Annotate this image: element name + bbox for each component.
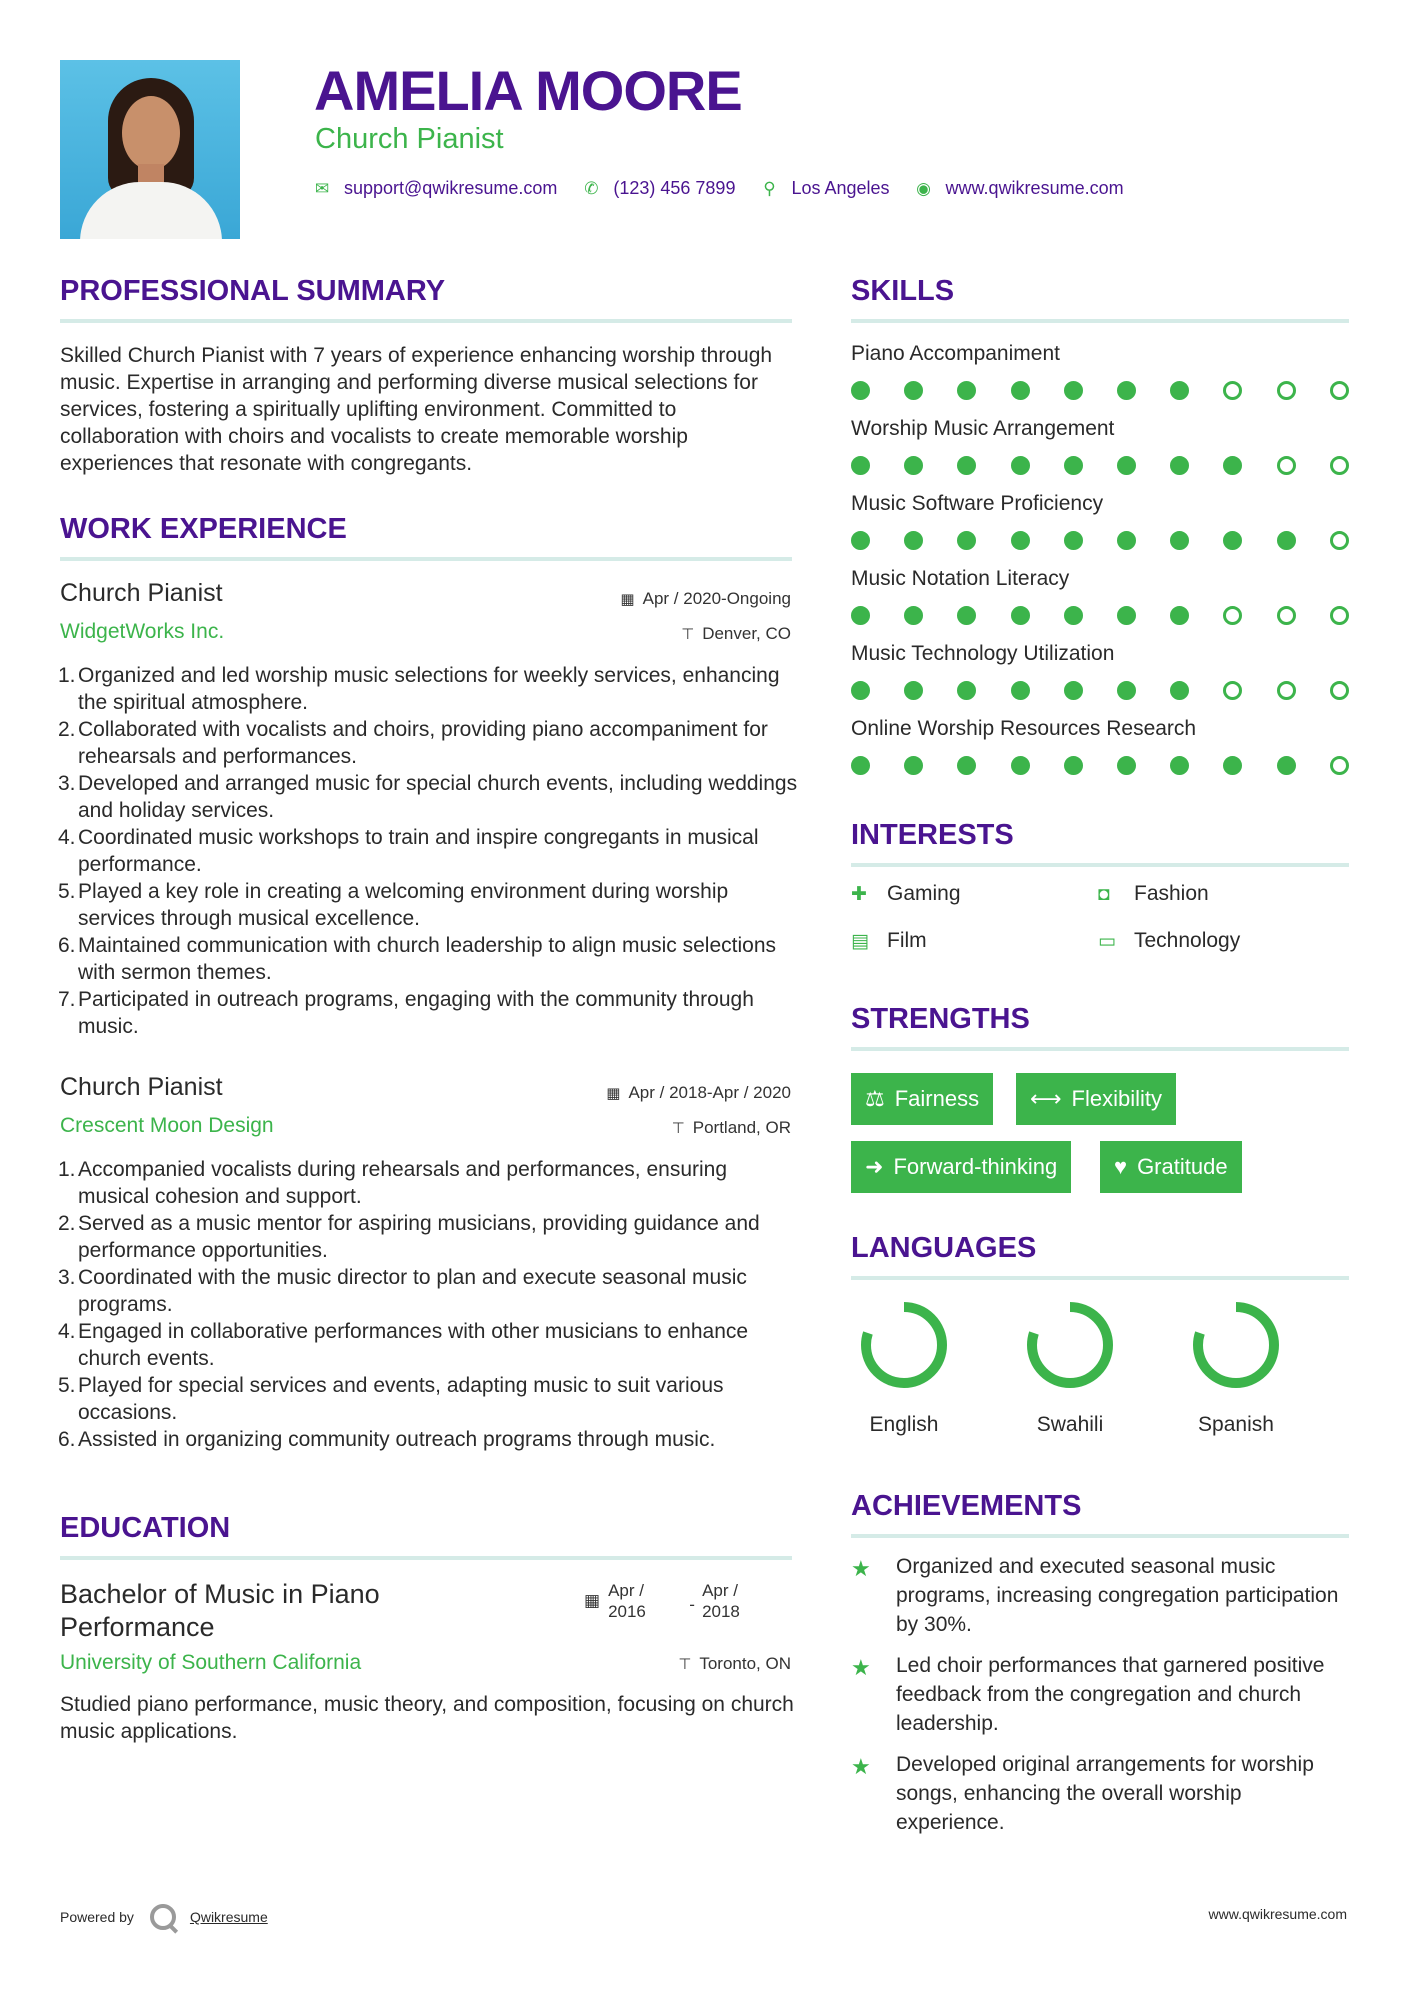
film-icon: ▤ bbox=[851, 931, 869, 952]
strengths-heading: STRENGTHS bbox=[851, 1003, 1030, 1035]
summary-heading: PROFESSIONAL SUMMARY bbox=[60, 275, 446, 307]
achievements-divider bbox=[851, 1534, 1349, 1538]
rating-dot-filled bbox=[1011, 456, 1030, 475]
list-item: 7. Participated in outreach programs, engaging with the community through music. bbox=[58, 988, 754, 1038]
skill-rating bbox=[851, 456, 1347, 476]
rating-dot-filled bbox=[851, 756, 870, 775]
candidate-title: Church Pianist bbox=[315, 123, 504, 155]
job-dates: ▦ Apr / 2018-Apr / 2020 bbox=[606, 1083, 791, 1102]
rating-dot-filled bbox=[1170, 456, 1189, 475]
rating-dot-filled bbox=[1277, 756, 1296, 775]
rating-dot-filled bbox=[957, 531, 976, 550]
achievement-item: ★ Organized and executed seasonal music programs, increasing congregation participation by 30%. bbox=[851, 1555, 1339, 1636]
skill-name: Music Software Proficiency bbox=[851, 492, 1104, 515]
powered-by bbox=[60, 1904, 268, 1930]
rating-dot-filled bbox=[1011, 756, 1030, 775]
achievement-item: ★ Led choir performances that garnered positive feedback from the congregation and church leadership. bbox=[851, 1654, 1325, 1735]
rating-dot-filled bbox=[1064, 681, 1083, 700]
job-duties bbox=[60, 662, 800, 1040]
phone-icon: ✆ bbox=[584, 178, 599, 198]
laptop-icon: ▭ bbox=[1098, 931, 1116, 952]
list-item: 4. Engaged in collaborative performances with other musicians to enhance church events. bbox=[58, 1320, 749, 1370]
education-divider bbox=[60, 1556, 792, 1560]
job-location: ⊤ Portland, OR bbox=[671, 1118, 791, 1137]
rating-dot-filled bbox=[904, 681, 923, 700]
candidate-name: AMELIA MOORE bbox=[314, 59, 742, 122]
rating-dot-filled bbox=[1170, 531, 1189, 550]
rating-dot-filled bbox=[1170, 681, 1189, 700]
skill-rating bbox=[851, 381, 1347, 401]
contact-website[interactable]: www.qwikresume.com bbox=[945, 178, 1124, 198]
education-location: ⊤ Toronto, ON bbox=[678, 1654, 791, 1673]
footer-url[interactable]: www.qwikresume.com bbox=[1208, 1906, 1347, 1922]
rating-dot-filled bbox=[1064, 606, 1083, 625]
skill-rating bbox=[851, 606, 1347, 626]
shopping-bag-icon: ◘ bbox=[1098, 884, 1110, 905]
rating-dot-empty bbox=[1277, 681, 1296, 700]
summary-divider bbox=[60, 319, 792, 323]
rating-dot-filled bbox=[1117, 606, 1136, 625]
job-title: Church Pianist bbox=[60, 1073, 223, 1101]
rating-dot-filled bbox=[1170, 756, 1189, 775]
job-dates: ▦ Apr / 2020-Ongoing bbox=[620, 589, 791, 608]
rating-dot-filled bbox=[851, 381, 870, 400]
rating-dot-filled bbox=[851, 531, 870, 550]
list-item: 2. Served as a music mentor for aspiring musicians, providing guidance and performance opportunities. bbox=[58, 1212, 760, 1262]
arrow-right-icon: ➜ bbox=[865, 1154, 884, 1179]
rating-dot-filled bbox=[1011, 381, 1030, 400]
rating-dot-filled bbox=[1064, 456, 1083, 475]
language-level-arc bbox=[1198, 1307, 1274, 1383]
arrows-horizontal-icon: ⟷ bbox=[1030, 1086, 1062, 1111]
rating-dot-empty bbox=[1330, 381, 1349, 400]
rating-dot-filled bbox=[851, 681, 870, 700]
powered-by-label: Powered by bbox=[60, 1909, 134, 1925]
envelope-icon: ✉ bbox=[314, 178, 330, 198]
calendar-icon: ▦ bbox=[584, 1591, 601, 1610]
contact-location: Los Angeles bbox=[791, 178, 890, 198]
experience-divider bbox=[60, 557, 792, 561]
rating-dot-filled bbox=[957, 681, 976, 700]
rating-dot-filled bbox=[1064, 756, 1083, 775]
contact-bar bbox=[314, 178, 1150, 199]
list-item: 5. Played for special services and events, adapting music to suit various occasions. bbox=[58, 1374, 724, 1424]
list-item: 1. Accompanied vocalists during rehearsals and performances, ensuring musical cohesion and support. bbox=[58, 1158, 728, 1208]
profile-photo bbox=[60, 60, 240, 239]
rating-dot-filled bbox=[1117, 681, 1136, 700]
rating-dot-empty bbox=[1330, 456, 1349, 475]
rating-dot-filled bbox=[904, 756, 923, 775]
map-marker-icon: ⚲ bbox=[763, 178, 776, 198]
balance-scale-icon: ⚖ bbox=[865, 1086, 885, 1111]
rating-dot-empty bbox=[1330, 681, 1349, 700]
interests-heading: INTERESTS bbox=[851, 819, 1014, 851]
list-item: 3. Developed and arranged music for special church events, including weddings and holiday services. bbox=[58, 772, 798, 822]
contact-email[interactable]: support@qwikresume.com bbox=[344, 178, 558, 198]
job-title: Church Pianist bbox=[60, 579, 223, 607]
rating-dot-empty bbox=[1223, 681, 1242, 700]
education-dates bbox=[584, 1580, 776, 1622]
pin-icon: ⊤ bbox=[678, 1656, 692, 1673]
pin-icon: ⊤ bbox=[681, 626, 695, 643]
skill-name: Music Notation Literacy bbox=[851, 567, 1070, 590]
rating-dot-filled bbox=[1223, 456, 1242, 475]
job-company: Crescent Moon Design bbox=[60, 1114, 274, 1137]
strengths-divider bbox=[851, 1047, 1349, 1051]
contact-phone[interactable]: (123) 456 7899 bbox=[613, 178, 736, 198]
skill-name: Worship Music Arrangement bbox=[851, 417, 1115, 440]
strength-tag: ⚖ Fairness bbox=[851, 1073, 993, 1125]
star-icon: ★ bbox=[851, 1655, 871, 1680]
calendar-icon: ▦ bbox=[620, 591, 635, 608]
list-item: 2. Collaborated with vocalists and choirs, providing piano accompaniment for rehearsals and performances. bbox=[58, 718, 768, 768]
strength-tag: ⟷ Flexibility bbox=[1016, 1073, 1176, 1125]
rating-dot-filled bbox=[1011, 681, 1030, 700]
interest-item: ▤ Film bbox=[851, 929, 927, 952]
rating-dot-filled bbox=[904, 531, 923, 550]
globe-icon: ◉ bbox=[916, 178, 931, 198]
calendar-icon: ▦ bbox=[606, 1085, 621, 1102]
rating-dot-filled bbox=[957, 606, 976, 625]
education-date-separator: - bbox=[689, 1595, 695, 1614]
qwikresume-logo-icon bbox=[150, 1904, 176, 1930]
summary-text: Skilled Church Pianist with 7 years of experience enhancing worship through music. Expertise in arranging and performing diverse musical selections for services, fostering a spiritually uplifting environment. Committed to collaboration with choirs and vocalists to create memorable worship experiences that resonate with congregants. bbox=[60, 344, 773, 475]
rating-dot-filled bbox=[904, 456, 923, 475]
skill-rating bbox=[851, 681, 1347, 701]
brand-link[interactable]: Qwikresume bbox=[189, 1909, 268, 1925]
skills-divider bbox=[851, 319, 1349, 323]
job-duties bbox=[60, 1156, 800, 1453]
rating-dot-filled bbox=[1117, 756, 1136, 775]
rating-dot-empty bbox=[1277, 381, 1296, 400]
skill-rating bbox=[851, 531, 1347, 551]
rating-dot-filled bbox=[1170, 606, 1189, 625]
interest-item: ◘ Fashion bbox=[1098, 882, 1209, 905]
education-end: Apr / 2018 bbox=[702, 1581, 740, 1621]
rating-dot-filled bbox=[957, 756, 976, 775]
skill-name: Online Worship Resources Research bbox=[851, 717, 1197, 740]
language-level-arc bbox=[866, 1307, 942, 1383]
interests-divider bbox=[851, 863, 1349, 867]
rating-dot-empty bbox=[1223, 606, 1242, 625]
language-name: Swahili bbox=[1036, 1413, 1104, 1436]
rating-dot-filled bbox=[1117, 381, 1136, 400]
rating-dot-filled bbox=[851, 456, 870, 475]
heart-icon: ♥ bbox=[1114, 1154, 1128, 1179]
language-name: Spanish bbox=[1198, 1413, 1274, 1436]
language-ring bbox=[859, 1300, 949, 1390]
rating-dot-filled bbox=[1064, 531, 1083, 550]
list-item: 5. Played a key role in creating a welcoming environment during worship services through musical excellence. bbox=[58, 880, 729, 930]
gamepad-icon: ✚ bbox=[851, 884, 867, 905]
skill-name: Piano Accompaniment bbox=[851, 342, 1060, 365]
rating-dot-filled bbox=[1064, 381, 1083, 400]
rating-dot-filled bbox=[1011, 606, 1030, 625]
rating-dot-empty bbox=[1330, 531, 1349, 550]
language-level-arc bbox=[1032, 1307, 1108, 1383]
education-description: Studied piano performance, music theory, and composition, focusing on church music applications. bbox=[60, 1693, 794, 1743]
education-degree: Bachelor of Music in Piano Performance bbox=[60, 1579, 380, 1642]
rating-dot-empty bbox=[1330, 606, 1349, 625]
job-company: WidgetWorks Inc. bbox=[60, 620, 225, 643]
rating-dot-filled bbox=[1223, 531, 1242, 550]
education-school: University of Southern California bbox=[60, 1651, 362, 1674]
pin-icon: ⊤ bbox=[671, 1120, 685, 1137]
rating-dot-filled bbox=[904, 381, 923, 400]
rating-dot-filled bbox=[1223, 756, 1242, 775]
language-ring bbox=[1025, 1300, 1115, 1390]
achievements-heading: ACHIEVEMENTS bbox=[851, 1490, 1082, 1522]
rating-dot-filled bbox=[1117, 531, 1136, 550]
rating-dot-filled bbox=[1277, 531, 1296, 550]
rating-dot-filled bbox=[851, 606, 870, 625]
star-icon: ★ bbox=[851, 1556, 871, 1581]
language-name: English bbox=[869, 1413, 939, 1436]
education-start: Apr / 2016 bbox=[608, 1581, 646, 1621]
language-ring bbox=[1191, 1300, 1281, 1390]
rating-dot-filled bbox=[1170, 381, 1189, 400]
rating-dot-empty bbox=[1223, 381, 1242, 400]
rating-dot-empty bbox=[1277, 456, 1296, 475]
rating-dot-empty bbox=[1277, 606, 1296, 625]
rating-dot-filled bbox=[957, 456, 976, 475]
list-item: 3. Coordinated with the music director to plan and execute seasonal music programs. bbox=[58, 1266, 747, 1316]
job-location: ⊤ Denver, CO bbox=[681, 624, 791, 643]
interest-item: ▭ Technology bbox=[1098, 929, 1241, 952]
interest-item: ✚ Gaming bbox=[851, 882, 961, 905]
rating-dot-filled bbox=[957, 381, 976, 400]
list-item: 6. Maintained communication with church leadership to align music selections with sermon themes. bbox=[58, 934, 777, 984]
achievement-item: ★ Developed original arrangements for worship songs, enhancing the overall worship experience. bbox=[851, 1753, 1314, 1834]
star-icon: ★ bbox=[851, 1754, 871, 1779]
strength-tag: ♥ Gratitude bbox=[1100, 1141, 1242, 1193]
rating-dot-empty bbox=[1330, 756, 1349, 775]
languages-heading: LANGUAGES bbox=[851, 1232, 1037, 1264]
experience-heading: WORK EXPERIENCE bbox=[60, 513, 347, 545]
skill-name: Music Technology Utilization bbox=[851, 642, 1115, 665]
list-item: 6. Assisted in organizing community outreach programs through music. bbox=[58, 1428, 716, 1451]
rating-dot-filled bbox=[1011, 531, 1030, 550]
strength-tag: ➜ Forward-thinking bbox=[851, 1141, 1071, 1193]
skills-heading: SKILLS bbox=[851, 275, 955, 307]
rating-dot-filled bbox=[1117, 456, 1136, 475]
skill-rating bbox=[851, 756, 1347, 776]
list-item: 1. Organized and led worship music selections for weekly services, enhancing the spiritual atmosphere. bbox=[58, 664, 780, 714]
rating-dot-filled bbox=[904, 606, 923, 625]
education-heading: EDUCATION bbox=[60, 1512, 231, 1544]
list-item: 4. Coordinated music workshops to train and inspire congregants in musical performance. bbox=[58, 826, 759, 876]
languages-divider bbox=[851, 1276, 1349, 1280]
